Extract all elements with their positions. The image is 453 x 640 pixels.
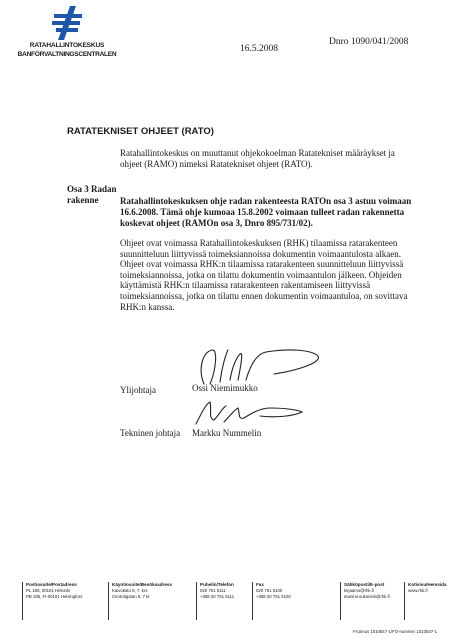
railway-emblem-icon (52, 6, 84, 45)
effective-date-paragraph: Ratahallintokeskuksen ohje radan rakenteesta RATOn osa 3 astuu voimaan 16.6.2008. Tämä ohje kumoaa 15.8.2002 voimaan tulleet radan rakennetta koskevat ohjeet (RAMOn osa 3, Dnro 895/731/02). (120, 196, 412, 228)
document-title: RATATEKNISET OHJEET (RATO) (67, 126, 214, 137)
footer-postal-address: Postiosoite/Postadress PL 185, 00101 Helsinki PB 185, FI-00101 Helsingfors (22, 582, 94, 620)
org-name-sv: BANFÖRVALTNINGSCENTRALEN (17, 51, 117, 58)
signatory-role-2: Tekninen johtaja (120, 428, 181, 438)
section-label: Osa 3 Radan rakenne (67, 184, 117, 205)
signatory-name-1: Ossi Niemimukko (192, 383, 258, 393)
validity-paragraph: Ohjeet ovat voimassa Ratahallintokeskuksen (RHK) tilaamissa ratarakenteen suunnitteluun liittyvissä toimeksiannoissa dokumentin voimaantulosta alkaen. Ohjeet ovat voimassa RHK:n tilaamissa ratarakenteen suunnitteluun liittyvissä toimeksiannoissa, jotka on tilattu dokumentin voimaantulon jälkeen. Ohjeiden käyttämistä RHK:n tilaamissa ratarakenteen rakentamiseen liittyvissä toimeksiannoissa, jotka on tilattu ennen dokumentin voimaantuloa, on sovittava RHK:n kanssa. (120, 238, 408, 312)
footer-visiting-address: Käyntiosoite/Besöksadress Kaivokatu 8, 7. krs Centralgatan 8, 7 kr (108, 582, 188, 620)
footer-website: Kotisivu/Hemsida www.rhk.fi (404, 582, 450, 620)
signatory-role-1: Ylijohtaja (120, 385, 156, 395)
document-date: 16.5.2008 (240, 44, 278, 54)
footer-email: Sähköposti/E-post kirjaamo@rhk.fi etunimi.sukunimi@rhk.fi (340, 582, 410, 620)
intro-paragraph: Ratahallintokeskus on muuttanut ohjekokoelman Ratatekniset määräykset ja ohjeet (RAMO) nimeksi Ratatekniset ohjeet (RATO). (120, 148, 395, 169)
footer-fax: Fax 020 751 5100 +358 20 751 5100 (252, 582, 322, 620)
footer-phone: Puhelin/Telefon 020 751 5111 +358 20 751 5111 (196, 582, 252, 620)
business-id: Y-tunnus 1010547-1/FO-nummer 1010547-1 (352, 629, 437, 634)
footer-contact-bar (0, 582, 453, 620)
signatory-name-2: Markku Nummelin (192, 428, 262, 438)
org-name-fi: RATAHALLINTOKESKUS (29, 42, 105, 49)
document-reference: Dnro 1090/041/2008 (329, 37, 409, 47)
